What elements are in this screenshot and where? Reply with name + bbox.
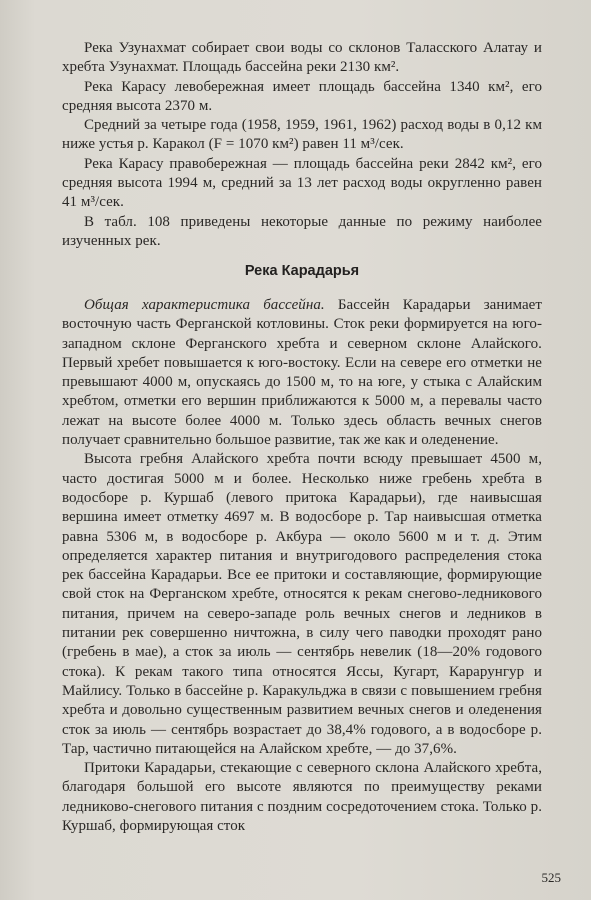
paragraph-karasu-right: Река Карасу правобережная — площадь бассейна реки 2842 км², его средняя высота 1994 м, средний за 13 лет расход воды округленно равен 41 м³/сек. bbox=[62, 155, 542, 211]
top-text-block bbox=[62, 39, 542, 251]
paragraph-basin-text: Бассейн Карадарьи занимает восточную часть Ферганской котловины. Сток реки формируется на юго-западном склоне Ферганского хребта и северном склоне Алайского. Первый хребет повышается к юго-востоку. Если на севере его отметки не превышают 4000 м, опускаясь до 1500 м, то на юге, у стыка с Алайским хребтом, отметки его вершин приближаются к 5000 м, а перевалы часто лежат на высоте более 4000 м. Только здесь область вечных снегов получает сравнительно большое развитие, так же как и оледенение. bbox=[62, 297, 542, 449]
paragraph-tributaries: Притоки Карадарьи, стекающие с северного склона Алайского хребта, благодаря большой его высоте являются по преимуществу реками ледниково-снегового питания с поздним сосредоточением стока. Только р. Куршаб, формирующая сток bbox=[62, 760, 542, 835]
paragraph-lead-italic: Общая характеристика бассейна. bbox=[84, 297, 325, 313]
paragraph-uzunakhmat: Река Узунахмат собирает свои воды со склонов Таласского Алатау и хребта Узунахмат. Площадь бассейна реки 2130 км². bbox=[62, 40, 542, 76]
paragraph-alai-ridge: Высота гребня Алайского хребта почти всюду превышает 4500 м, часто достигая 5000 м и более. Несколько ниже гребень хребта в водосборе р. Куршаб (левого притока Карадарьи), где наивысшая вершина имеет отметку 4697 м. В водосборе р. Тар наивысшая отметка равна 5306 м, в водосборе р. Акбура — около 5600 м и т. д. Этим определяется характер питания и внутригодового распределения стока рек бассейна Карадарьи. Все ее притоки и составляющие, формирующие свой сток на Ферганском хребте, относятся к рекам снегово-ледникового питания, причем на северо-западе роль вечных снегов и ледников в питании рек совершенно ничтожна, в силу чего паводки проходят рано (гребень в мае), а сток за июль — сентябрь невелик (18—20% годового стока). К рекам такого типа относятся Яссы, Кугарт, Карарунгур и Майлису. Только в бассейне р. Каракульджа в связи с повышением гребня хребта и довольно существенным развитием вечных снегов и оледенения сток за июль — сентябрь возрастает до 38,4% годового, а в водосборе р. Тар, частично питающейся на Алайском хребте, — до 37,6%. bbox=[62, 451, 542, 757]
paragraph-table-ref: В табл. 108 приведены некоторые данные по режиму наиболее изученных рек. bbox=[62, 213, 542, 249]
paragraph-karasu-left: Река Карасу левобережная имеет площадь бассейна 1340 км², его средняя высота 2370 м. bbox=[62, 78, 542, 114]
section-heading: Река Карадарья bbox=[244, 263, 360, 279]
paragraph-discharge: Средний за четыре года (1958, 1959, 1961, 1962) расход воды в 0,12 км ниже устья р. Каракол (F = 1070 км²) равен 11 м³/сек. bbox=[62, 117, 542, 153]
page-number: 525 bbox=[541, 870, 561, 885]
paragraph-basin-overview bbox=[62, 296, 542, 450]
body-text-block bbox=[62, 296, 542, 836]
